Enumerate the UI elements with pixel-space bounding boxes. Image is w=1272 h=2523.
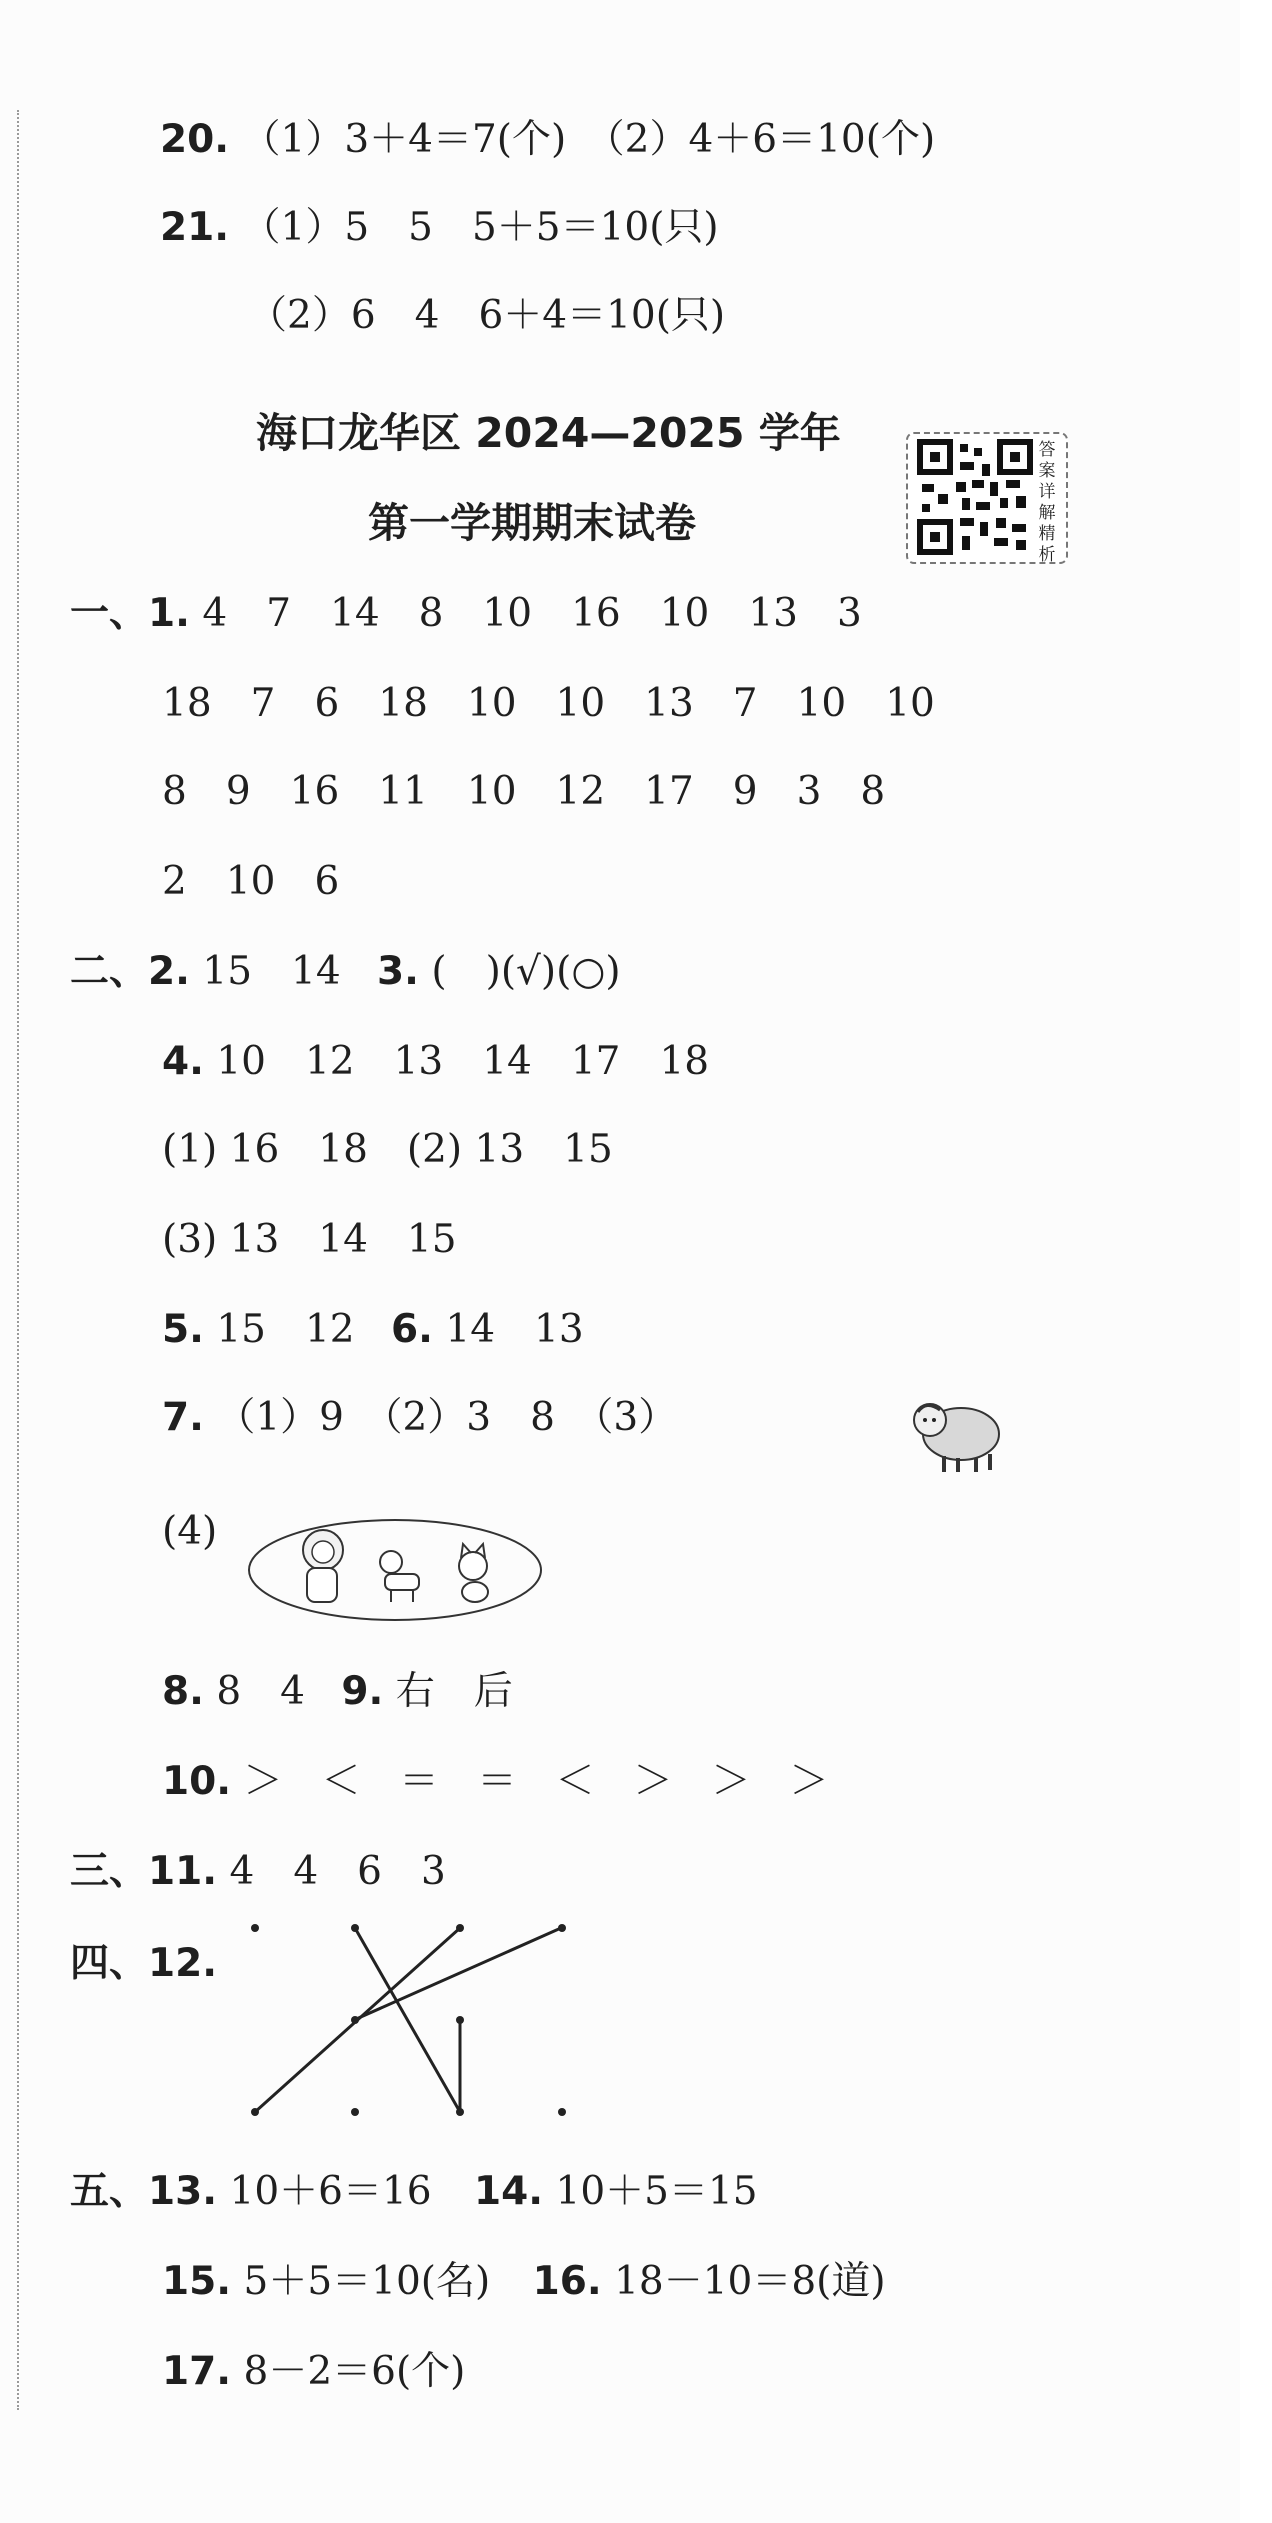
answer-text: (1) 16 18 (2) 13 15 bbox=[162, 1127, 613, 1172]
question-number: 20. bbox=[160, 117, 230, 162]
answer-text: 2 10 6 bbox=[162, 859, 340, 904]
question-7-part4 bbox=[162, 1509, 218, 1554]
question-number: 2. bbox=[148, 949, 190, 994]
section-4 bbox=[70, 1941, 218, 1986]
question-4-part2 bbox=[162, 1217, 457, 1262]
answer-text: (3) 13 14 15 bbox=[162, 1217, 457, 1262]
section-marker: 五、 bbox=[70, 2169, 149, 2214]
answer-text: 10 12 13 14 17 18 bbox=[216, 1039, 710, 1084]
question-number: 16. bbox=[532, 2259, 602, 2304]
answer-text: 15 14 bbox=[202, 949, 341, 994]
question-number: 1. bbox=[148, 591, 190, 636]
answer-text: 8－2＝6(个) bbox=[243, 2349, 466, 2394]
answer-text: 4 7 14 8 10 16 10 13 3 bbox=[202, 591, 862, 636]
answer-21-part1 bbox=[160, 205, 719, 250]
question-number: 15. bbox=[162, 2259, 232, 2304]
question-15-16 bbox=[162, 2259, 886, 2304]
answer-text: （2）6 4 6＋4＝10(只) bbox=[248, 293, 726, 338]
binding-margin-line bbox=[17, 110, 19, 2410]
answer-text: （1）3＋4＝7(个) （2）4＋6＝10(个) bbox=[241, 117, 936, 162]
sheep-illustration bbox=[906, 1386, 1006, 1476]
question-number: 6. bbox=[391, 1307, 433, 1352]
section-marker: 二、 bbox=[70, 949, 149, 994]
section-1-row-4 bbox=[162, 859, 340, 904]
section-marker: 三、 bbox=[70, 1849, 149, 1894]
section-1-row-2 bbox=[162, 681, 935, 726]
question-7 bbox=[162, 1395, 678, 1440]
qr-code-icon bbox=[916, 438, 1034, 556]
question-5-6 bbox=[162, 1307, 584, 1352]
answer-text: ( )(√)(○) bbox=[431, 949, 621, 994]
question-number: 14. bbox=[474, 2169, 544, 2214]
question-number: 10. bbox=[162, 1759, 232, 1804]
question-number: 13. bbox=[148, 2169, 218, 2214]
exam-subtitle: 第一学期期末试卷 bbox=[368, 499, 696, 547]
question-number: 4. bbox=[162, 1039, 204, 1084]
question-number: 7. bbox=[162, 1395, 204, 1440]
dog-icon bbox=[380, 1551, 419, 1602]
question-4 bbox=[162, 1039, 710, 1084]
answer-text: 10＋6＝16 bbox=[229, 2169, 432, 2214]
animals-oval-illustration bbox=[245, 1510, 545, 1630]
question-number: 12. bbox=[148, 1941, 218, 1986]
lion-icon bbox=[303, 1530, 343, 1602]
qr-code-caption: 答 案 详 解 精 析 bbox=[1038, 440, 1056, 565]
section-1-row-1 bbox=[70, 591, 862, 636]
answer-text: 4 4 6 3 bbox=[229, 1849, 446, 1894]
answer-text: 8 4 bbox=[216, 1669, 305, 1714]
answer-21-part2 bbox=[248, 293, 726, 338]
answer-text: （1）5 5 5＋5＝10(只) bbox=[241, 205, 719, 250]
question-10 bbox=[162, 1759, 829, 1804]
question-number: 3. bbox=[377, 949, 419, 994]
question-4-part1 bbox=[162, 1127, 613, 1172]
section-3 bbox=[70, 1849, 446, 1894]
question-8-9 bbox=[162, 1669, 513, 1714]
answer-text: 10＋5＝15 bbox=[555, 2169, 758, 2214]
answer-text: 8 9 16 11 10 12 17 9 3 8 bbox=[162, 769, 886, 814]
answer-text: 右 后 bbox=[395, 1669, 513, 1714]
answer-text: 15 12 bbox=[216, 1307, 355, 1352]
question-number: 11. bbox=[148, 1849, 218, 1894]
matching-lines-diagram bbox=[240, 1920, 500, 2120]
cat-icon bbox=[459, 1544, 488, 1602]
answer-20 bbox=[160, 117, 936, 162]
question-number: 17. bbox=[162, 2349, 232, 2394]
answer-text: （1）9 （2）3 8 （3） bbox=[216, 1395, 678, 1440]
section-5 bbox=[70, 2169, 758, 2214]
answer-text: (4) bbox=[162, 1509, 218, 1554]
section-1-row-3 bbox=[162, 769, 886, 814]
question-number: 9. bbox=[341, 1669, 384, 1714]
question-number: 8. bbox=[162, 1669, 204, 1714]
answer-text: 18－10＝8(道) bbox=[614, 2259, 886, 2304]
answer-text: 5＋5＝10(名) bbox=[243, 2259, 491, 2304]
question-17 bbox=[162, 2349, 466, 2394]
question-number: 21. bbox=[160, 205, 230, 250]
section-marker: 四、 bbox=[70, 1941, 149, 1986]
answer-text: 18 7 6 18 10 10 13 7 10 10 bbox=[162, 681, 935, 726]
answer-text: ＞ ＜ ＝ ＝ ＜ ＞ ＞ ＞ bbox=[243, 1759, 829, 1804]
section-2-row-1 bbox=[70, 949, 621, 994]
question-number: 5. bbox=[162, 1307, 204, 1352]
section-marker: 一、 bbox=[70, 591, 149, 636]
exam-title: 海口龙华区 2024—2025 学年 bbox=[256, 409, 841, 457]
answer-text: 14 13 bbox=[445, 1307, 584, 1352]
